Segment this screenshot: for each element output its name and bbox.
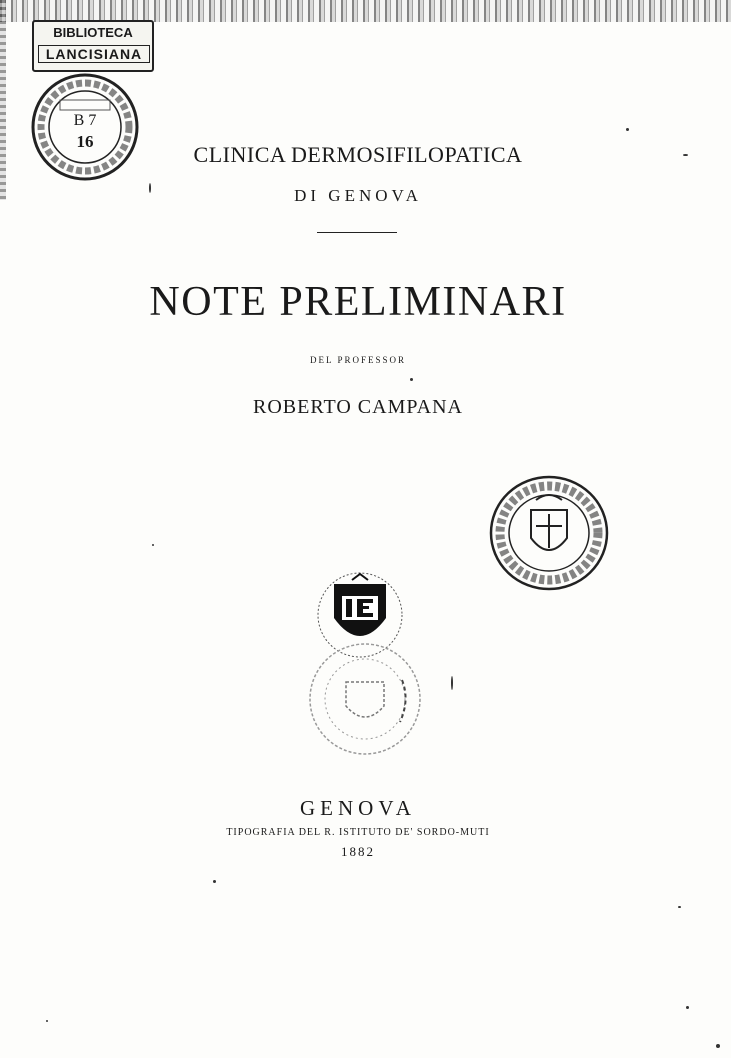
shelf-mark-2: 16 xyxy=(76,132,94,151)
scan-left-edge xyxy=(0,0,6,200)
byline-prefix: DEL PROFESSOR xyxy=(310,355,406,365)
library-rect-stamp xyxy=(32,20,154,72)
clinic-heading: CLINICA DERMOSIFILOPATICA xyxy=(193,142,523,167)
coat-of-arms-seal-icon xyxy=(486,470,612,596)
imprint-year: 1882 xyxy=(341,844,375,859)
document-title: NOTE PRELIMINARI xyxy=(149,279,567,325)
shelf-mark-1: B 7 xyxy=(73,112,97,129)
author-name: ROBERTO CAMPANA xyxy=(253,396,463,418)
divider-rule xyxy=(317,232,397,233)
stamp-line-1: BIBLIOTECA xyxy=(53,25,133,40)
library-oval-stamp xyxy=(486,470,612,596)
stamp-line-2: LANCISIANA xyxy=(38,45,150,63)
faded-seal-icon xyxy=(306,640,424,758)
imprint-place: GENOVA xyxy=(300,796,416,820)
imprint-printer: TIPOGRAFIA DEL R. ISTITUTO DE' SORDO-MUTI xyxy=(226,827,490,838)
city-heading: DI GENOVA xyxy=(294,186,422,205)
faded-library-stamp xyxy=(306,640,424,758)
scan-edge-noise xyxy=(0,0,731,22)
